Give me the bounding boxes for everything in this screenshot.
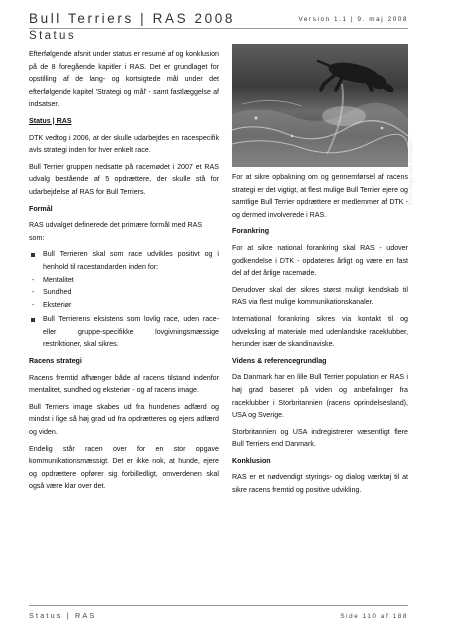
racens-strategi-heading: Racens strategi <box>29 357 82 366</box>
racens-strategi-paragraph: Endelig står racen over for en stor opgave kommunikationsmæssigt. Det er ikke nok, at hunde, ejere og opdrættere opfører sig forbilledligt, omverdenen skal også være klar over det. <box>29 444 219 491</box>
racens-strategi-paragraph: Bull Terriers image skabes ud fra hundenes adfærd og mindst i lige så høj grad ud fra opdrætteres og ejers adfærd og viden. <box>29 402 219 437</box>
photo-credit: Foto: Anja van Kempen <box>407 140 414 206</box>
formaal-bullet: Bull Terrierens eksistens som lovlig race, uden race- eller gruppe-specifikke lovgivningsmæssige restriktioner, skal sikres. <box>29 313 219 351</box>
status-ras-paragraph: Bull Terrier gruppen nedsatte på racemødet i 2007 et RAS udvalg bestående af 5 opdrættere, der skulle stå for udarbejdelse af RAS for Bull Terriers. <box>29 162 219 196</box>
videns-paragraph: Da Danmark har en lille Bull Terrier population er RAS i høj grad baseret på viden og anbefalinger fra raceklubber i Storbritannien (racens oprindelsesland), USA og Sverige. <box>232 373 408 420</box>
status-ras-heading: Status | RAS <box>29 116 72 125</box>
formaal-dash-item: - Mentalitet <box>29 274 219 287</box>
forankring-paragraph: Derudover skal der sikres størst muligt kendskab til RAS via flest mulige kommunikationskanaler. <box>232 285 408 307</box>
formaal-heading: Formål <box>29 204 53 213</box>
section-title: Status <box>29 30 77 42</box>
footer-divider <box>29 605 408 606</box>
document-header-title: Bull Terriers | RAS 2008 <box>29 11 235 26</box>
konklusion-paragraph: RAS er et nødvendigt styrings- og dialog værktøj til at sikre racens fremtid og positive udvikling. <box>232 473 408 495</box>
formaal-dash-item: - Eksteriør <box>29 299 219 312</box>
footer-section-label: Status | RAS <box>29 611 97 620</box>
left-column <box>29 48 219 497</box>
header-divider <box>29 28 408 29</box>
videns-paragraph: Storbritannien og USA indregistrerer væsentligt flere Bull Terriers end Danmark. <box>232 427 408 449</box>
document-version: Version 1.1 | 9. maj 2008 <box>298 16 408 23</box>
status-ras-paragraph: DTK vedtog i 2006, at der skulle udarbejdes en racespecifik avls strategi inden for hver enkelt race. <box>29 133 219 155</box>
racens-strategi-paragraph: Racens fremtid afhænger både af racens tilstand indenfor mentalitet, sundhed og eksteriør - og af racens image. <box>29 373 219 395</box>
formaal-dash-item: - Sundhed <box>29 286 219 299</box>
formaal-intro: RAS udvalget definerede det primære formål med RAS som: <box>29 221 203 242</box>
right-column <box>232 171 408 501</box>
forankring-paragraph: For at sikre national forankring skal RAS - udover godkendelse i DTK - opdateres årligt og være en fast del af det årlige racemøde. <box>232 243 408 278</box>
intro-paragraph: Efterfølgende afsnit under status er resumé af og konklusion på de 8 foregående kapitler i RAS. Det er grundlaget for opstilling af de lang- og kortsigtede mål under det efterfølgende kapitel 'Strategi og mål' - samt fastlæggelse af indsatser. <box>29 50 219 109</box>
right-intro-paragraph: For at sikre opbakning om og gennemførsel af racens strategi er det vigtigt, at flest mulige Bull Terrier ejere og samtlige Bull Terrier opdrættere er medlemmer af DTK - og dermed involverede i RAS. <box>232 173 408 219</box>
videns-heading: Videns & referencegrundlag <box>232 356 327 365</box>
dog-photo-illustration <box>232 44 408 167</box>
formaal-bullet: Bull Terrieren skal som race udvikles positivt og i henhold til racestandarden inden for: <box>29 248 219 273</box>
forankring-heading: Forankring <box>232 227 270 236</box>
page-number: Side 110 af 188 <box>340 613 408 620</box>
forankring-paragraph: International forankring sikres via kontakt til og udveksling af materiale med udenlandske raceklubber, herunder især de skandinaviske. <box>232 314 408 349</box>
konklusion-heading: Konklusion <box>232 456 271 465</box>
